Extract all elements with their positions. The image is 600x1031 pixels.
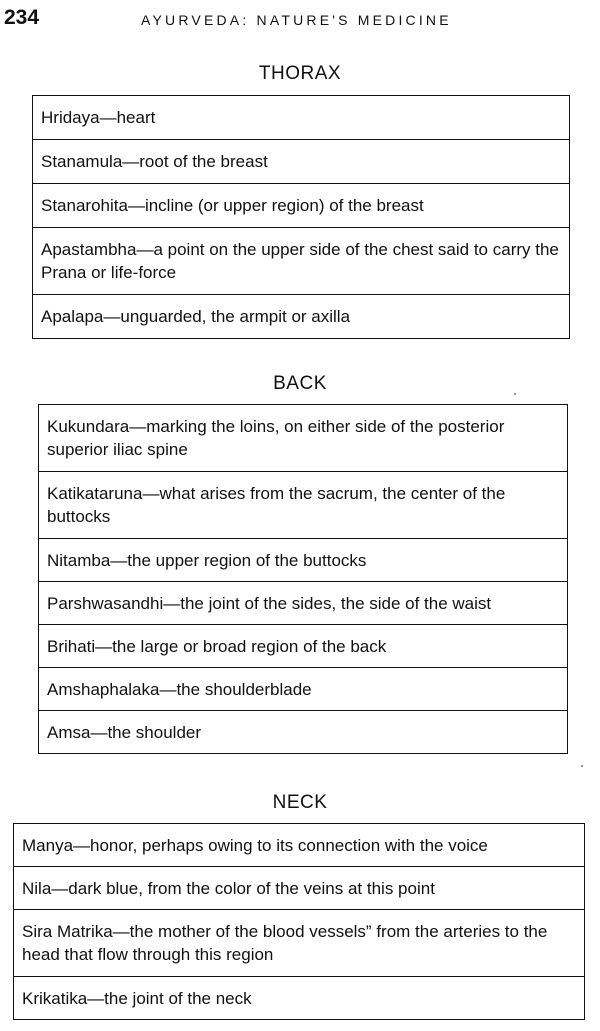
term-cell: Kukundara—marking the loins, on either side of the posterior superior iliac spine: [39, 405, 568, 472]
table-row: [33, 295, 570, 339]
term-cell: Nitamba—the upper region of the buttocks: [39, 539, 568, 582]
term-cell: Parshwasandhi—the joint of the sides, the side of the waist: [39, 582, 568, 625]
scan-speck: [581, 765, 583, 767]
thorax-table: [32, 95, 570, 339]
page-number: 234: [4, 6, 40, 29]
table-row: [39, 711, 568, 754]
table-row: [39, 405, 568, 472]
term-cell: Krikatika—the joint of the neck: [14, 977, 585, 1020]
table-row: [14, 867, 585, 910]
table-row: [39, 668, 568, 711]
term-cell: Nila—dark blue, from the color of the veins at this point: [14, 867, 585, 910]
term-cell: Sira Matrika—the mother of the blood vessels” from the arteries to the head that flow through this region: [14, 910, 585, 977]
term-cell: Katikataruna—what arises from the sacrum, the center of the buttocks: [39, 472, 568, 539]
term-cell: Amshaphalaka—the shoulderblade: [39, 668, 568, 711]
term-cell: Apalapa—unguarded, the armpit or axilla: [33, 295, 570, 339]
back-table: [38, 404, 568, 754]
table-row: [33, 184, 570, 228]
neck-table: [13, 823, 585, 1020]
table-row: [14, 824, 585, 867]
term-cell: Manya—honor, perhaps owing to its connection with the voice: [14, 824, 585, 867]
section-title-thorax: THORAX: [258, 63, 342, 84]
term-cell: Stanarohita—incline (or upper region) of the breast: [33, 184, 570, 228]
table-row: [14, 977, 585, 1020]
table-row: [39, 539, 568, 582]
table-row: [33, 228, 570, 295]
table-row: [39, 582, 568, 625]
table-row: [39, 625, 568, 668]
section-title-back: BACK: [273, 373, 327, 394]
scan-speck: [514, 393, 516, 395]
running-title: AYURVEDA: NATURE'S MEDICINE: [141, 12, 452, 28]
term-cell: Hridaya—heart: [33, 96, 570, 140]
term-cell: Stanamula—root of the breast: [33, 140, 570, 184]
table-row: [33, 96, 570, 140]
table-row: [33, 140, 570, 184]
section-title-neck: NECK: [272, 792, 328, 813]
table-row: [14, 910, 585, 977]
term-cell: Amsa—the shoulder: [39, 711, 568, 754]
table-row: [39, 472, 568, 539]
term-cell: Apastambha—a point on the upper side of the chest said to carry the Prana or life-force: [33, 228, 570, 295]
term-cell: Brihati—the large or broad region of the back: [39, 625, 568, 668]
